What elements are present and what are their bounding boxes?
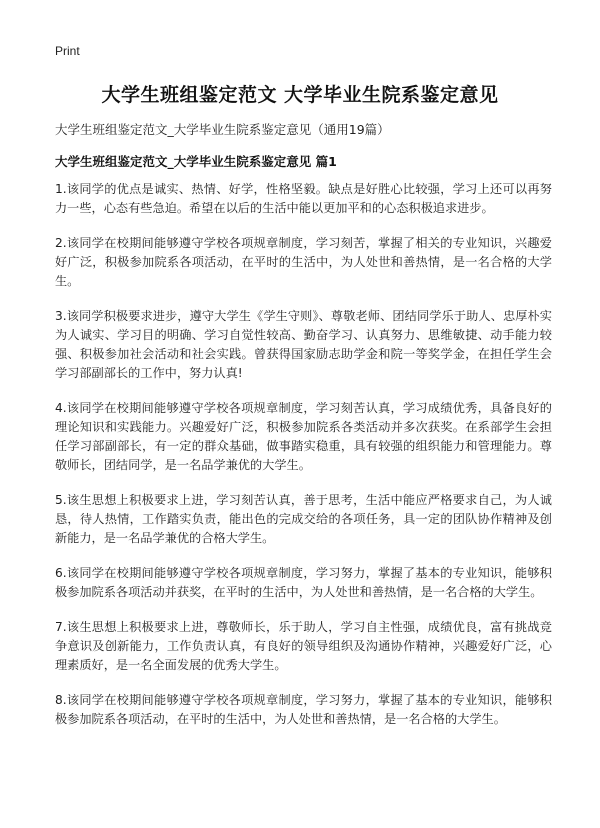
paragraph-list bbox=[55, 180, 552, 745]
section-heading: 大学生班组鉴定范文_大学毕业生院系鉴定意见 篇1 bbox=[55, 154, 337, 169]
paragraph-5: 5.该生思想上积极要求上进，学习刻苦认真，善于思考，生活中能应严格要求自己，为人诚恳，待人热情，工作踏实负责，能出色的完成交给的各项任务，具一定的团队协作精神及创新能力，是一名品学兼优的合格大学生。 bbox=[55, 493, 552, 545]
paragraph-8: 8.该同学在校期间能够遵守学校各项规章制度，学习努力，掌握了基本的专业知识，能够积极参加院系各项活动，在平时的生活中，为人处世和善热情，是一名合格的大学生。 bbox=[55, 693, 552, 726]
paragraph-3: 3.该同学积极要求进步，遵守大学生《学生守则》、尊敬老师、团结同学乐于助人、忠厚朴实为人诚实、学习目的明确、学习自觉性较高、勤奋学习、认真努力、思维敏捷、动手能力较强、积极参加社会活动和社会实践。曾获得国家励志助学金和院一等奖学金，在担任学生会学习部副部长的工作中，努力认真! bbox=[55, 309, 552, 380]
paragraph-6: 6.该同学在校期间能够遵守学校各项规章制度，学习努力，掌握了基本的专业知识，能够积极参加院系各项活动并获奖，在平时的生活中，为人处世和善热情，是一名合格的大学生。 bbox=[55, 566, 552, 599]
paragraph-2: 2.该同学在校期间能够遵守学校各项规章制度，学习刻苦，掌握了相关的专业知识，兴趣爱好广泛，积极参加院系各项活动，在平时的生活中，为人处世和善热情，是一名合格的大学生。 bbox=[55, 236, 552, 288]
paragraph-1: 1.该同学的优点是诚实、热情、好学，性格坚毅。缺点是好胜心比较强，学习上还可以再努力一些，心态有些急迫。希望在以后的生活中能以更加平和的心态积极追求进步。 bbox=[55, 182, 552, 215]
print-link[interactable]: Print bbox=[55, 44, 80, 58]
paragraph-7: 7.该生思想上积极要求上进，尊敬师长，乐于助人，学习自主性强，成绩优良，富有挑战竞争意识及创新能力，工作负责认真，有良好的领导组织及沟通协作精神，兴趣爱好广泛，心理素质好，是一名全面发展的优秀大学生。 bbox=[55, 620, 552, 672]
document-subtitle: 大学生班组鉴定范文_大学毕业生院系鉴定意见（通用19篇） bbox=[55, 122, 390, 137]
paragraph-4: 4.该同学在校期间能够遵守学校各项规章制度，学习刻苦认真，学习成绩优秀，具备良好的理论知识和实践能力。兴趣爱好广泛，积极参加院系各类活动并多次获奖。在系部学生会担任学习部副部长，有一定的群众基础，做事踏实稳重，具有较强的组织能力和管理能力。尊敬师长，团结同学，是一名品学兼优的大学生。 bbox=[55, 401, 552, 472]
page-title: 大学生班组鉴定范文 大学毕业生院系鉴定意见 bbox=[101, 84, 499, 106]
